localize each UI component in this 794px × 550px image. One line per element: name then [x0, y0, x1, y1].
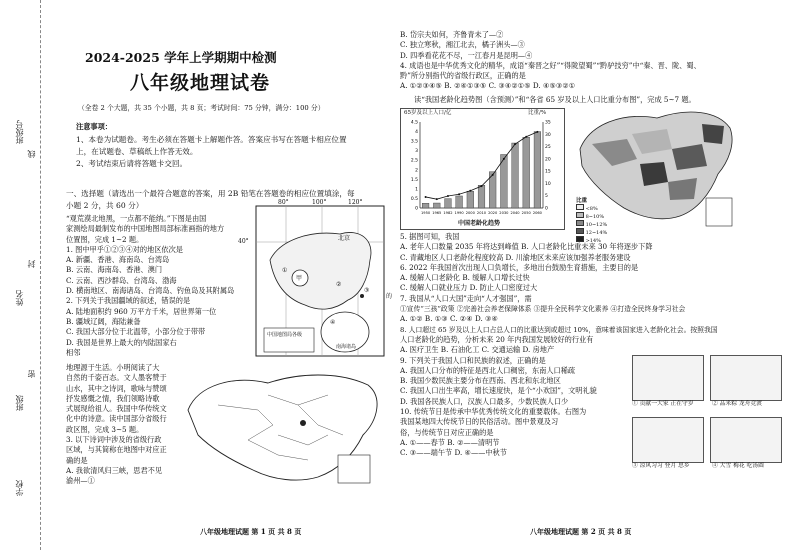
question-line: A. ①——春节 B. ②——清明节 — [400, 437, 500, 447]
question-line: 1. 图中甲乎①②③④对的地区依次是 — [66, 244, 183, 254]
chart-ylabel: 65岁及以上人口/亿 — [404, 110, 452, 116]
festival-cartoon — [710, 417, 782, 463]
legend-label: 10~12% — [585, 222, 608, 228]
cartoon-caption: ② 品米粽 龙舟竞渡 — [712, 401, 763, 407]
question-line: 抒发感慨之情，我们领略诗歌 — [66, 393, 160, 403]
exam-subtitle: 八年级地理试卷 — [130, 72, 271, 94]
map-label: 南海诸岛 — [336, 344, 357, 350]
chart-x-tick: 2050 — [521, 211, 531, 215]
map-lon-label: 100° — [312, 199, 327, 206]
chart-ratio-point — [503, 158, 505, 160]
legend-title: 比重 — [576, 198, 588, 204]
right-questions-top — [400, 30, 701, 92]
question-line: A. 我欲清风归三峡，思君不见 — [66, 465, 163, 475]
chart-ratio-point — [447, 195, 449, 197]
chart-y-tick: 4.5 — [410, 120, 418, 126]
map-label: ③ — [364, 287, 370, 294]
chart-title: 中国老龄化趋势 — [458, 220, 501, 227]
chart-ratio-point — [492, 174, 494, 176]
festival-cartoon — [632, 417, 704, 463]
chart-x-tick: 2000 — [465, 211, 475, 215]
question-line: A. 医疗卫生 B. 石油化工 C. 交通运输 D. 房地产 — [400, 345, 555, 355]
chart-y-tick: 0 — [415, 206, 418, 212]
question-line: 5. 据图可知，我国 — [400, 232, 460, 241]
chart-bar — [534, 132, 541, 208]
map-lon-label: 80° — [278, 199, 289, 206]
chart-y-tick: 4 — [415, 130, 418, 136]
chart-bar — [523, 137, 530, 208]
map-label: 甲 — [296, 275, 303, 282]
chart-bar — [445, 199, 452, 208]
notice-item: 1、本卷为试题卷。考生必须在答题卡上解题作答。答案应书写在答题卡相应位置 — [76, 135, 347, 144]
chart-y2-tick: 15 — [545, 169, 551, 175]
aging-chart-svg — [400, 108, 565, 230]
chart-bar — [422, 203, 429, 208]
question-line: 山水，其中之诗词，歌咏与赞颂 — [66, 383, 167, 393]
legend-label: <8% — [585, 206, 598, 212]
map-label: 中国地图局各级 — [267, 332, 303, 338]
chart-bar — [456, 196, 463, 208]
question-line: 化中的诗意。读中国部分省级行 — [66, 414, 167, 424]
chart-y2-tick: 20 — [545, 157, 551, 163]
legend-item — [576, 220, 607, 228]
question-line: 6. 2022 年我国首次出现人口负增长，多地出台鼓励生育措施，主要目的是 — [400, 262, 639, 272]
question-line: 8. 人口超过 65 岁及以上人口占总人口的比重达到或超过 10%，意味着该国家进入老龄化社会。按照我国 — [400, 325, 718, 334]
chart-ratio-point — [436, 198, 438, 200]
exam-info: （全卷 2 个大题，共 35 个小题，共 8 页；考试时间：75 分钟，满分：100 分） — [78, 104, 325, 112]
question-line: ①宣传“三孩”政策 ②完善社会养老保障体系 ③提升全民科学文化素养 ④打造全民终身学习社会 — [400, 305, 686, 314]
question-line: B. 岱宗夫如何，齐鲁青未了—② — [400, 30, 504, 39]
section-line: 一、选择题（请选出一个最符合题意的答案，用 2B 铅笔在答题卷的相应位置填涂，每 — [66, 189, 355, 198]
chart-y-tick: 3.5 — [410, 139, 418, 145]
chart-ratio-point — [525, 136, 527, 138]
question-line: 俗，与传统节日对应正确的是 — [400, 427, 494, 437]
question-line: 黔”所分别指代的省级行政区，正确的是 — [400, 71, 526, 81]
chart-x-tick: 2040 — [510, 211, 520, 215]
question-line: 10. 传统节日是传承中华优秀传统文化的重要载体。右图为 — [400, 407, 587, 417]
aging-province-map — [572, 104, 737, 244]
side-label: 线 — [27, 150, 36, 158]
chart-bar — [433, 203, 440, 208]
left-questions — [66, 214, 234, 358]
cartoon-caption: ① 贡献一大家 正在守岁 — [632, 401, 694, 407]
map-label: ① — [282, 267, 288, 274]
notice-heading: 注意事项： — [76, 122, 112, 131]
side-label: 封 — [27, 260, 36, 268]
chart-x-tick: 1982 — [443, 211, 453, 215]
chart-y-tick: 3 — [415, 149, 418, 155]
question-line: 9. 下列关于我国人口和民族的叙述，正确的是 — [400, 355, 546, 365]
chart-ratio-point — [514, 143, 516, 145]
question-line: 相邻 — [66, 347, 81, 357]
chart-y-tick: 1 — [415, 187, 418, 193]
map-label: 北京 — [338, 235, 351, 242]
question-line: 位置图，完成 1~2 题。 — [66, 234, 144, 244]
section-line: 小题 2 分，共 60 分） — [66, 201, 144, 210]
question-line: 地理源于生活。小明阅读了大 — [66, 363, 160, 372]
chart-y2-tick: 5 — [545, 194, 548, 200]
question-line: C. 缓解人口就业压力 D. 防止人口密度过大 — [400, 283, 538, 293]
chart-x-tick: 2020 — [488, 211, 498, 215]
question-line: B. 云南、海南岛、香港、澳门 — [66, 265, 163, 275]
legend-item — [576, 212, 607, 220]
question-line: A. 老年人口数量 2035 年将达到峰值 B. 人口老龄化比重未来 30 年将逐步下降 — [400, 242, 653, 252]
question-line: A. 陆地面积约 960 万平方千米，居世界第一位 — [66, 306, 217, 316]
cartoon-caption: ④ 大雪 梅花 吃汤圆 — [712, 463, 764, 469]
chart-y2-tick: 0 — [545, 206, 548, 212]
aging-trend-chart — [400, 108, 565, 230]
question-line: 我国某地四大传统节日的民俗活动。图中景观及习 — [400, 417, 559, 427]
chart-bar — [478, 185, 485, 208]
notice-list — [76, 134, 347, 170]
question-line: A. ①②③④⑤ B. ②④①③⑤ C. ③④②①⑤ D. ④⑤③②① — [400, 81, 576, 91]
chart-x-tick: 2030 — [499, 211, 509, 215]
chart-x-tick: 2060 — [532, 211, 542, 215]
map-label: 的 — [386, 293, 393, 300]
question-line: 4. 成语也是中华优秀文化的精华，成语“秦晋之好”“得陇望蜀”“黔驴技穷”中“秦、晋、陇、蜀、 — [400, 60, 701, 70]
question-line: C. 云南、西沙群岛、台湾岛、渤海 — [66, 275, 177, 285]
cartoon-caption: ③ 凉风习习 登月 思乡 — [632, 463, 690, 469]
question-line: 7. 我国从“人口大国”走向“人才强国”，需 — [400, 293, 532, 303]
side-label: 班级号 — [15, 120, 24, 144]
chart-y2-tick: 10 — [545, 181, 551, 187]
festival-cartoon — [632, 355, 704, 401]
chart-x-tick: 1950 — [421, 211, 431, 215]
chart-y2-tick: 35 — [545, 120, 551, 126]
page-footer-left: 八年级地理试题 第 1 页 共 8 页 — [200, 527, 302, 536]
page-footer-right: 八年级地理试题 第 2 页 共 8 页 — [530, 527, 632, 536]
chart-x-tick: 2010 — [476, 211, 487, 215]
question-line: “观荒漠北地黑，一点都不能纳。”下图是由国 — [66, 214, 207, 223]
legend-label: 12~14% — [585, 230, 608, 236]
question-line: C. 青藏地区人口老龄化程度较高 D. 川渝地区未来应该加强养老服务建设 — [400, 252, 631, 262]
question-line: 渝州—① — [66, 476, 95, 486]
question-line: C. ③——端午节 D. ④——中秋节 — [400, 448, 507, 458]
chart-y-tick: 1.5 — [410, 177, 418, 183]
chart-bar — [512, 143, 519, 208]
chart-ratio-point — [425, 196, 427, 198]
question-line: A. 新疆、香港、海南岛、台湾岛 — [66, 255, 170, 265]
binding-strip — [0, 0, 41, 550]
question-line: A. ①② B. ①③ C. ②④ D. ③④ — [400, 314, 498, 324]
side-label: 姓名 — [15, 290, 24, 306]
notice-item: 2、考试结束后请将答题卡交回。 — [76, 159, 188, 168]
chart-y-tick: 2 — [415, 168, 418, 174]
festival-cartoons — [632, 355, 782, 495]
chart-y2-tick: 30 — [545, 132, 551, 138]
legend-label: 8~10% — [585, 214, 605, 220]
question-line: 家测绘局最制发布的中国地图局部标准画指的地方 — [66, 224, 225, 234]
province-map — [178, 365, 388, 490]
question-line: D. 我国是世界上最大的内陆国家右 — [66, 337, 177, 347]
chart-ratio-point — [481, 185, 483, 187]
question-line: C. 独立寒秋，湘江北去，橘子洲头—③ — [400, 40, 525, 50]
chart-x-tick: 1965 — [432, 211, 442, 215]
question-line: 区域，与其简称在地图中对应正 — [66, 445, 167, 455]
question-line: 确的是 — [66, 455, 88, 465]
question-line: D. 四季看花花不尽，一江春月是昆明—④ — [400, 50, 533, 60]
question-line: 政区图，完成 3~5 题。 — [66, 424, 144, 434]
question-line: C. 我国人口出生率高，增长速度快，是个“小欢国”，文明礼貌 — [400, 386, 597, 396]
side-label: 学校 — [15, 480, 24, 496]
chart-y2label: 比重/% — [528, 110, 547, 116]
question-line: 人口老龄化的趋势，分析未来 20 年内我国发展较好的行业有 — [400, 334, 594, 344]
map-label: ② — [336, 281, 342, 288]
notice-item: 上，在试题卷、草稿纸上作答无效。 — [76, 147, 198, 156]
chart-ratio-point — [536, 131, 538, 133]
festival-cartoon — [710, 355, 782, 401]
question-line: 自然的千姿百态。文人墨客赞于 — [66, 373, 167, 383]
chart-bar — [467, 191, 474, 208]
question-line: D. 横南地区、南海诸岛、台湾岛、钓鱼岛及其附属岛 — [66, 286, 235, 296]
chart-y2-tick: 25 — [545, 145, 551, 151]
question-line: 2. 下列关于我国疆域的叙述，错误的是 — [66, 296, 191, 306]
question-line: 式展现给祖人。我国中华传统文 — [66, 404, 167, 414]
side-label: 密 — [27, 370, 36, 378]
chart-y-tick: 0.5 — [410, 196, 418, 202]
map-lon-label: 120° — [348, 199, 363, 206]
question-line: D. 我国各民族人口，汉族人口最多，少数民族人口少 — [400, 396, 569, 406]
legend-item — [576, 204, 607, 212]
chart-ratio-point — [469, 190, 471, 192]
chart-y-tick: 2.5 — [410, 158, 418, 164]
question-line: 3. 以下诗词中涉及的省级行政 — [66, 435, 162, 445]
question-line: B. 我国少数民族主要分布在西南、西北和东北地区 — [400, 376, 561, 386]
question-line: A. 我国人口分布的特征是西北人口稠密，东南人口稀疏 — [400, 365, 576, 375]
side-label: 班级 — [15, 395, 24, 411]
exam-title: 2024-2025 学年上学期期中检测 — [85, 50, 277, 65]
q5-intro: 读“我国老龄化趋势图（含预测）”和“各省 65 岁及以上人口比重分布图”，完成 5~7 题。 — [414, 95, 696, 104]
china-location-map — [238, 199, 393, 360]
question-line: B. 疆域辽阔，海陆兼备 — [66, 316, 141, 326]
map-lat-label: 40° — [238, 238, 249, 245]
q3-block — [66, 363, 167, 487]
chart-ratio-point — [458, 193, 460, 195]
question-line: A. 缓解人口老龄化 B. 缓解人口增长过快 — [400, 273, 530, 283]
map-label: ④ — [330, 319, 336, 326]
question-line: C. 我国大部分位于北温带，小部分位于带带 — [66, 327, 206, 337]
legend-label: >14% — [585, 238, 601, 244]
chart-x-tick: 1990 — [454, 211, 464, 215]
